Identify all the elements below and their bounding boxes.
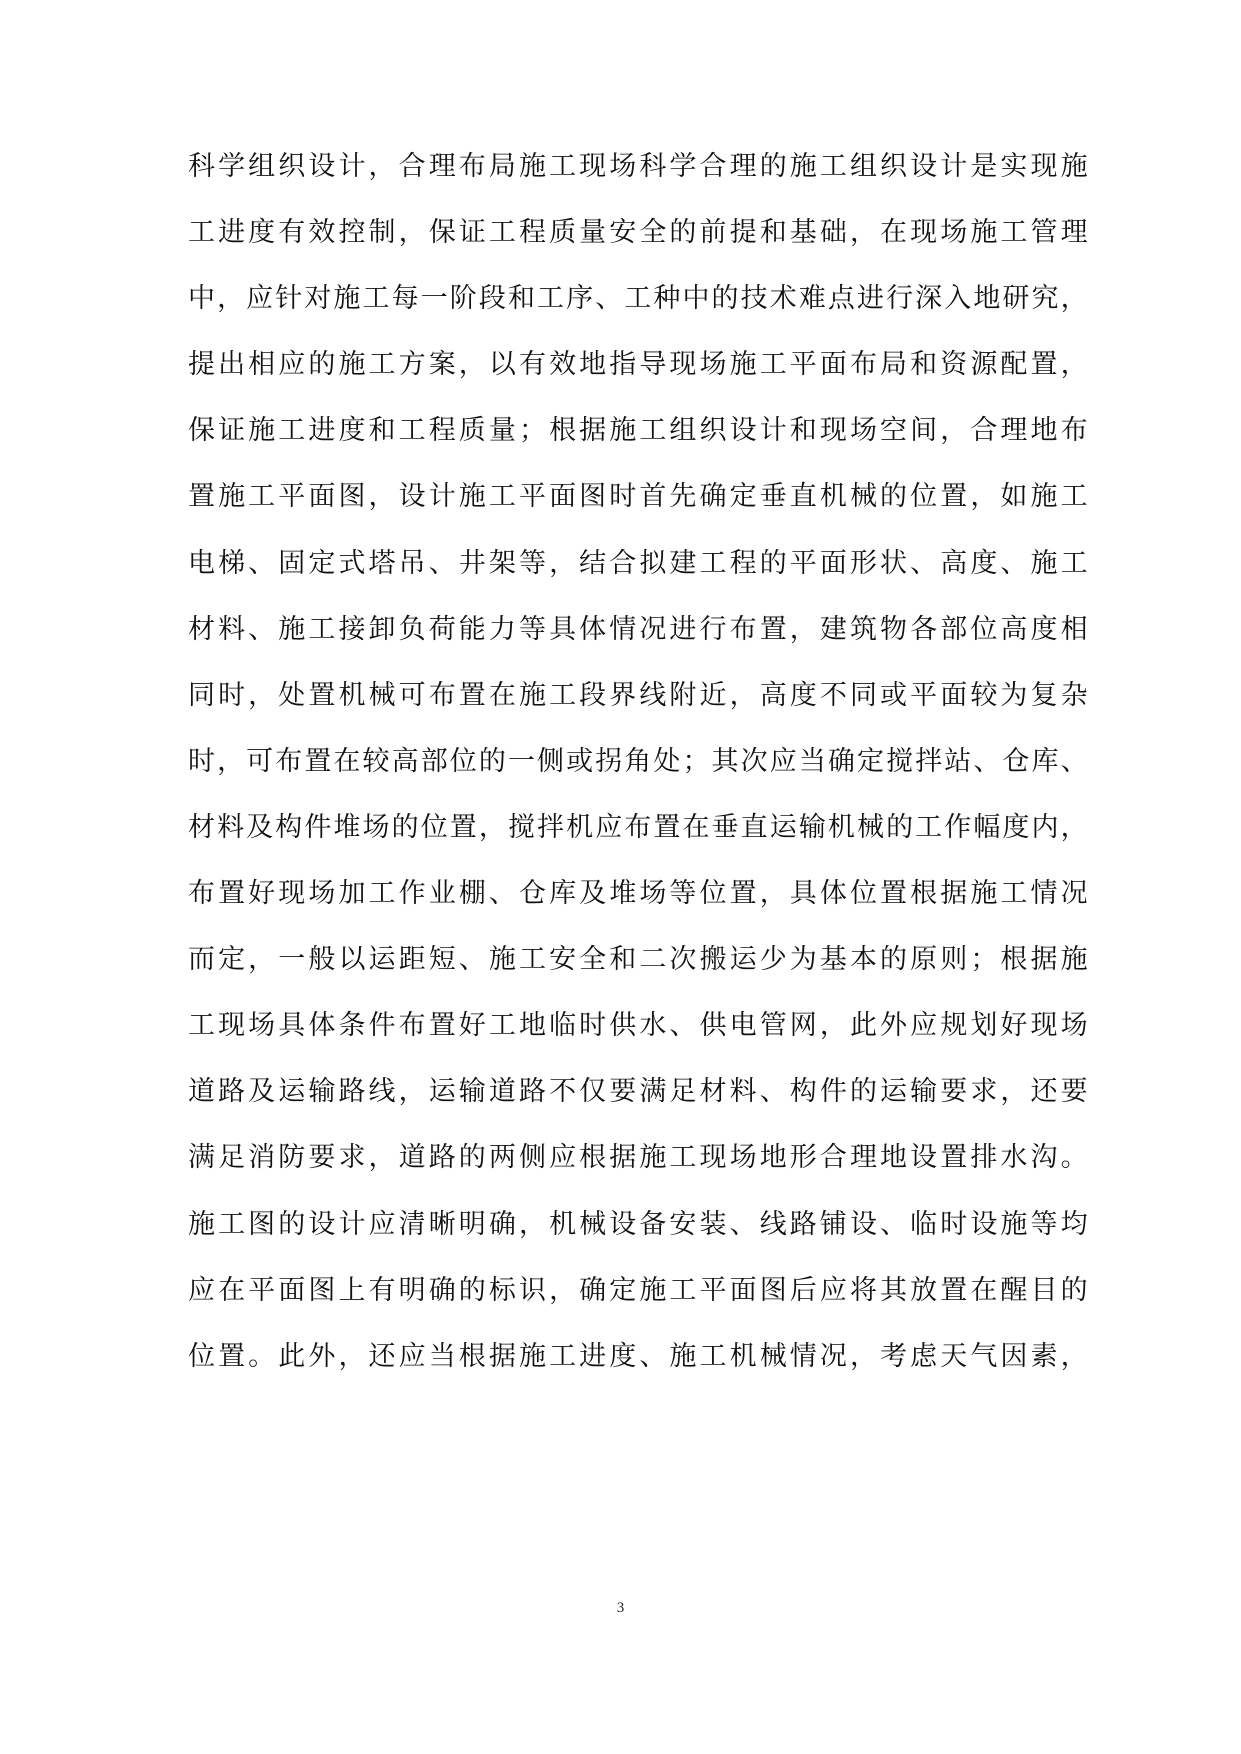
text-line: 满足消防要求，道路的两侧应根据施工现场地形合理地设置排水沟。 [188,1142,1088,1174]
text-line: 道路及运输路线，运输道路不仅要满足材料、构件的运输要求，还要 [188,1076,1088,1108]
text-line: 工现场具体条件布置好工地临时供水、供电管网，此外应规划好现场 [188,1010,1088,1042]
text-line: 中，应针对施工每一阶段和工序、工种中的技术难点进行深入地研究， [188,283,1088,315]
text-line: 材料及构件堆场的位置，搅拌机应布置在垂直运输机械的工作幅度内， [188,811,1088,843]
text-line: 材料、施工接卸负荷能力等具体情况进行布置，建筑物各部位高度相 [188,613,1088,645]
text-line: 同时，处置机械可布置在施工段界线附近，高度不同或平面较为复杂 [188,679,1088,711]
text-line: 时，可布置在较高部位的一侧或拐角处；其次应当确定搅拌站、仓库、 [188,745,1088,777]
text-line: 工进度有效控制，保证工程质量安全的前提和基础，在现场施工管理 [188,217,1088,249]
text-line: 而定，一般以运距短、施工安全和二次搬运少为基本的原则；根据施 [188,944,1088,976]
text-line: 电梯、固定式塔吊、井架等，结合拟建工程的平面形状、高度、施工 [188,547,1088,579]
text-line: 位置。此外，还应当根据施工进度、施工机械情况，考虑天气因素， [188,1340,1088,1372]
page-number: 3 [616,1600,625,1616]
text-line: 提出相应的施工方案，以有效地指导现场施工平面布局和资源配置， [188,349,1088,381]
text-line: 应在平面图上有明确的标识，确定施工平面图后应将其放置在醒目的 [188,1274,1088,1306]
text-line: 布置好现场加工作业棚、仓库及堆场等位置，具体位置根据施工情况 [188,878,1088,910]
body-paragraph [188,146,1088,1402]
text-line: 保证施工进度和工程质量；根据施工组织设计和现场空间，合理地布 [188,415,1088,447]
text-line: 科学组织设计，合理布局施工现场科学合理的施工组织设计是实现施 [188,151,1088,182]
text-line: 置施工平面图，设计施工平面图时首先确定垂直机械的位置，如施工 [188,481,1088,513]
text-line: 施工图的设计应清晰明确，机械设备安装、线路铺设、临时设施等均 [188,1208,1088,1240]
